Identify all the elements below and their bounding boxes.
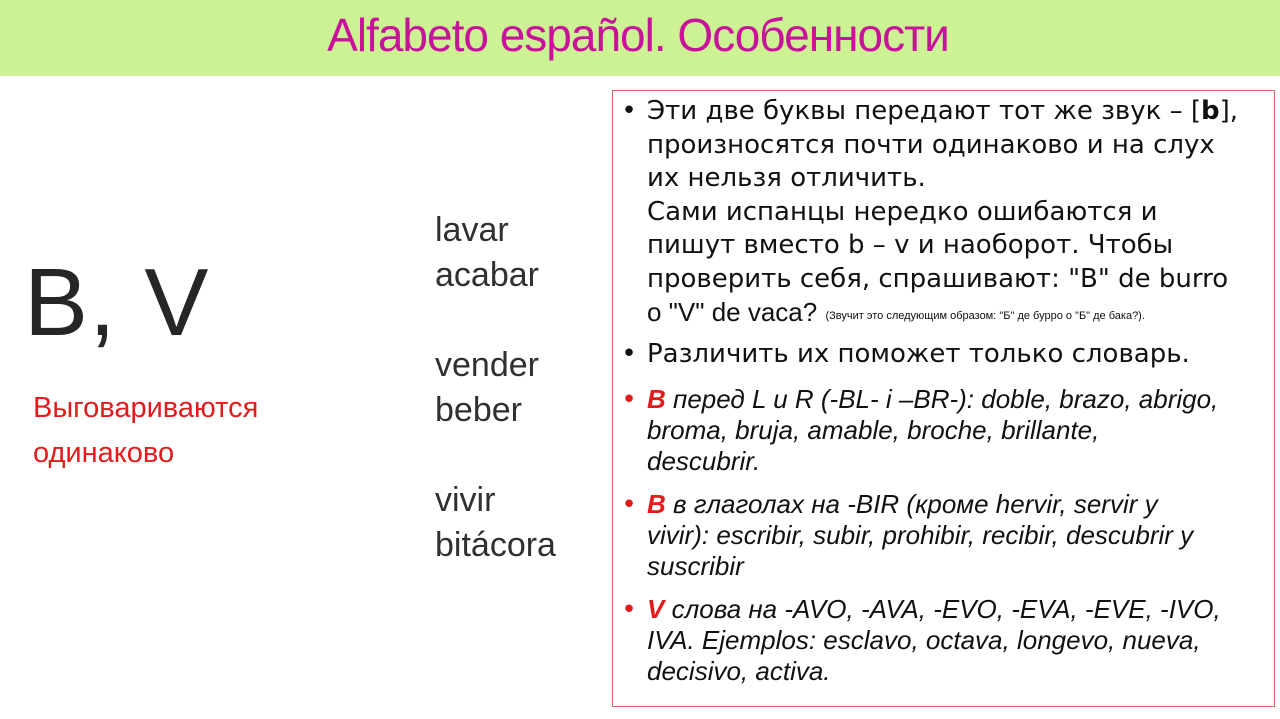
rule-line: broma, bruja, amable, broche, brillante, bbox=[647, 415, 1100, 445]
bullet-icon: • bbox=[621, 339, 637, 369]
bullet-icon: • bbox=[621, 490, 637, 520]
rule-line bbox=[647, 384, 1277, 415]
rule-line: произносятся почти одинаково и на слух bbox=[647, 129, 1215, 160]
slide-title: Alfabeto español. Особенности bbox=[327, 9, 949, 61]
pronunciation-note-line: одинаково bbox=[33, 437, 175, 469]
rule-line: suscribir bbox=[647, 551, 744, 581]
example-word: acabar bbox=[435, 256, 539, 294]
bullet-icon: • bbox=[621, 385, 637, 415]
rule-text: в глаголах на -BIR (кроме hervir, servir y bbox=[665, 489, 1158, 519]
example-word: beber bbox=[435, 391, 522, 429]
rule-text: ], bbox=[1219, 96, 1239, 126]
pronunciation-note bbox=[33, 386, 258, 476]
rule-letter: B bbox=[647, 384, 666, 414]
rule-line: пишут вместо b – v и наоборот. Чтобы bbox=[647, 230, 1174, 260]
rule-line bbox=[647, 489, 1277, 520]
letters-heading: B, V bbox=[24, 249, 210, 356]
example-word: vender bbox=[435, 346, 539, 384]
bullet-icon: • bbox=[621, 96, 637, 126]
phonetic-symbol: b bbox=[1201, 96, 1220, 126]
rule-line: decisivo, activa. bbox=[647, 656, 831, 686]
example-word: lavar bbox=[435, 211, 509, 249]
rule-line: vivir): escribir, subir, prohibir, recibir, descubrir y bbox=[647, 520, 1194, 550]
example-group bbox=[435, 343, 556, 433]
rule-line bbox=[647, 296, 1277, 334]
rule-b-bir-verbs bbox=[647, 489, 1277, 582]
rule-letter: V bbox=[647, 594, 665, 624]
bullet-icon: • bbox=[621, 595, 637, 625]
rule-letter: B bbox=[647, 489, 666, 519]
rule-b-before-l-r bbox=[647, 384, 1277, 477]
rule-text: Эти две буквы передают тот же звук – [ bbox=[647, 96, 1202, 126]
rule-text: o "V" de vaca? bbox=[647, 297, 818, 327]
example-word: bitácora bbox=[435, 526, 556, 564]
example-group bbox=[435, 208, 556, 298]
pronunciation-note-line: Выговариваются bbox=[33, 392, 259, 424]
rule-text: слова на -AVO, -AVA, -EVO, -EVA, -EVE, -IVO, bbox=[664, 594, 1221, 624]
example-words bbox=[435, 208, 556, 613]
rule-line: Сами испанцы нередко ошибаются и bbox=[647, 196, 1158, 227]
rule-line: проверить себя, спрашивают: "B" de burro bbox=[647, 263, 1229, 294]
rule-dictionary: Различить их поможет только словарь. bbox=[647, 339, 1190, 369]
pronunciation-hint: (Звучит это следующим образом: "Б" де бурро о "Б" де бака?). bbox=[825, 310, 1145, 322]
rule-text: перед L и R (-BL- i –BR-): doble, brazo, abrigo, bbox=[665, 384, 1219, 414]
rule-line: descubrir. bbox=[647, 446, 761, 476]
example-word: vivir bbox=[435, 481, 496, 519]
rule-same-sound bbox=[647, 95, 1277, 334]
title-bar bbox=[0, 0, 1280, 76]
example-group bbox=[435, 478, 556, 568]
rule-line: IVA. Ejemplos: esclavo, octava, longevo, nueva, bbox=[647, 625, 1201, 655]
rule-line bbox=[647, 594, 1277, 625]
rule-line: их нельзя отличить. bbox=[647, 163, 926, 193]
rule-v-endings bbox=[647, 594, 1277, 687]
rules-box bbox=[612, 90, 1275, 707]
rule-line bbox=[647, 95, 1277, 129]
